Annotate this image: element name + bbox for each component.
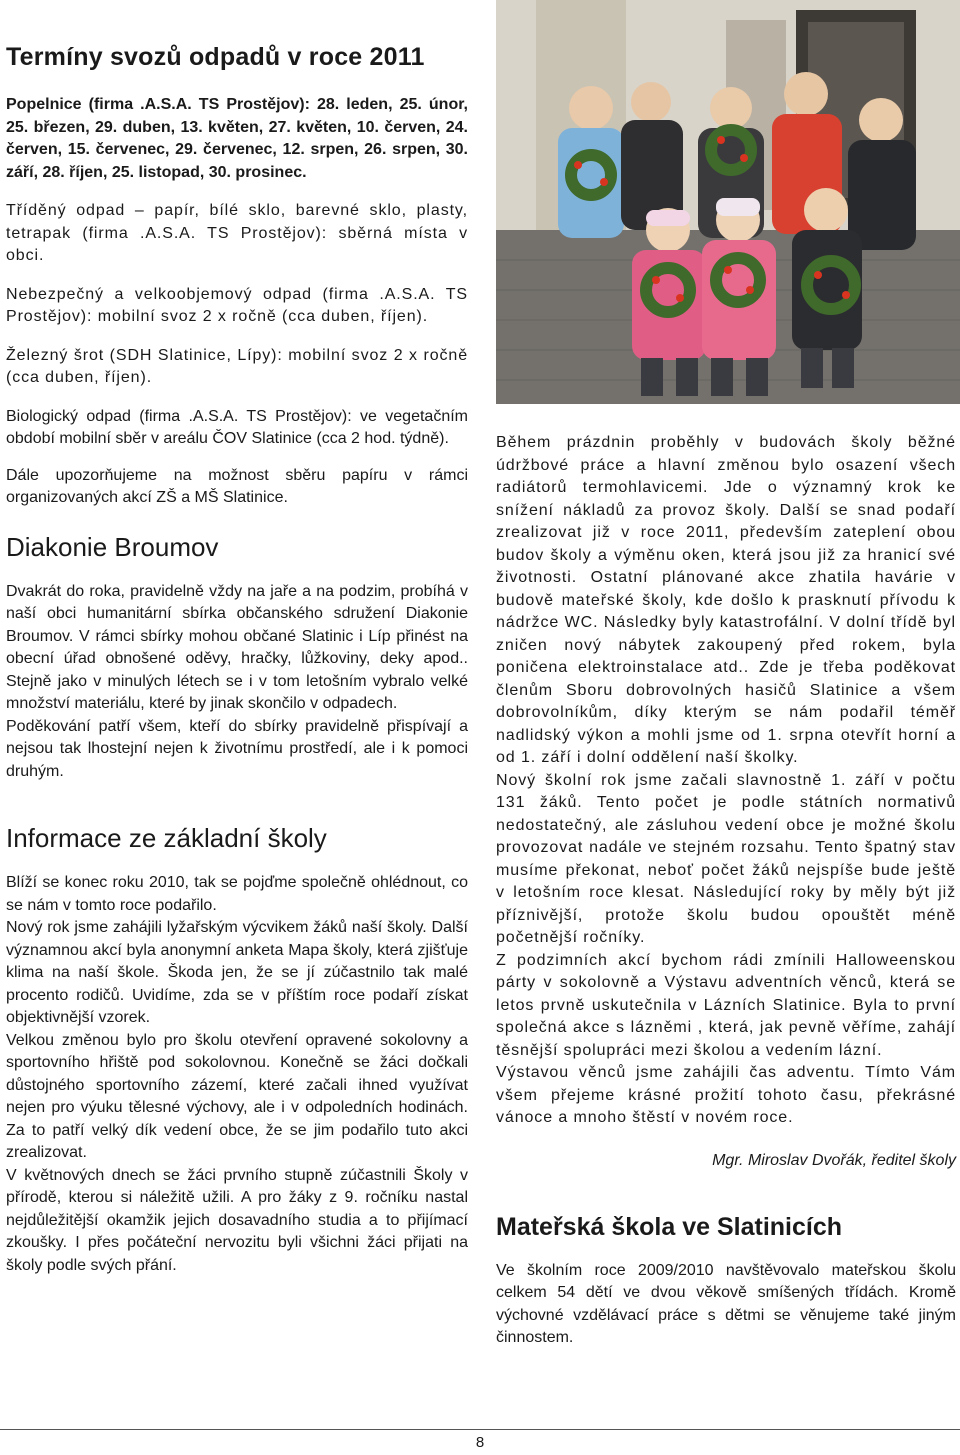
waste-bins-paragraph: Popelnice (firma .A.S.A. TS Prostějov): 28. leden, 25. únor, 25. březen, 29. duben, 13. květen, 27. květen, 10. červen, 24. červen, 15. červenec, 29. červenec, 12. srpen, 26. srpen, 30. září, 28. říjen, 25. listopad, 30. prosinec. [6, 96, 468, 181]
summer-works-paragraph: Během prázdnin proběhly v budovách školy běžné údržbové práce a hlavní změnou bylo osazení všech radiátorů termohlavicemi. Jde o významný krok ke snížení nákladů za provoz školy. Další se snad podaří zrealizovat již v roce 2011, především zateplení obou budov školy a výměnu oken, která jsou již za hranicí své životnosti. Ostatní plánované akce zhatila havárie v budově mateřské školy, kde došlo k prasknutí přívodu k nádržce WC. Následky byly katastrofální. V dolní třídě byl zničen nový nábytek zakoupený před rokem, byla poničena elektroinstalace atd.. Zde je třeba poděkovat členům Sboru dobrovolných hasičů Slatinice a všem dobrovolníkům, díky kterým se nám podařil téměř nadlidský výkon a mohli jsme od 1. srpna otevřít horní a od 1. září i dolní oddělení naší školky. [496, 434, 956, 766]
diakonie-title: Diakonie Broumov [6, 531, 219, 562]
kindergarten-title: Mateřská škola ve Slatinicích [496, 1212, 843, 1241]
school-paragraph-1: Blíží se konec roku 2010, tak se pojďme společně ohlédnout, co se nám v tomto roce podařilo. [6, 874, 468, 914]
children-wreaths-photo [496, 0, 960, 404]
bio-waste-paragraph: Biologický odpad (firma .A.S.A. TS Prostějov): ve vegetačním období mobilní sběr v areálu ČOV Slatinice (cca 2 hod. týdně). [6, 407, 468, 447]
waste-schedule-title: Termíny svozů odpadů v roce 2011 [6, 43, 425, 71]
right-column [496, 432, 956, 1350]
left-column [6, 42, 468, 1277]
footer-divider [0, 1429, 960, 1430]
diakonie-paragraph-1: Dvakrát do roka, pravidelně vždy na jaře a na podzim, probíhá v naší obci humanitární sbírka občanského sdružení Diakonie Broumov. V rámci sbírky mohou občané Slatinic i Líp přinést na obecní úřad obnošené oděvy, hračky, lůžkoviny, deky apod.. Stejně jako v minulých létech se i v tom letošním vybralo velké množství materiálu, které by jinak skončilo v odpadech. [6, 582, 468, 713]
sorted-waste-paragraph: Tříděný odpad – papír, bílé sklo, barevné sklo, plasty, tetrapak (firma .A.S.A. TS Prostějov): sběrná místa v obci. [6, 202, 468, 264]
photo-children-advent-wreaths-icon [496, 0, 960, 404]
signature: Mgr. Miroslav Dvořák, ředitel školy [712, 1151, 956, 1169]
page-number: 8 [475, 1434, 485, 1451]
kindergarten-paragraph: Ve školním roce 2009/2010 navštěvovalo mateřskou školu celkem 54 dětí ve dvou věkově smíšených třídách. Kromě výchovné vzdělávací práce s dětmi se věnujeme také jiným činnostem. [496, 1261, 956, 1346]
school-paragraph-2: Nový rok jsme zahájili lyžařským výcvikem žáků naší školy. Další významnou akcí byla anonymní anketa Mapa školy, která zjišťuje klima na naší škole. Škoda jen, že se jí zúčastnilo tak malé procento rodičů. Uvidíme, zda se v příštím roce podaří získat objektivnější vzorek. [6, 919, 468, 1027]
school-paragraph-3: Velkou změnou bylo pro školu otevření opravené sokolovny a sportovního hřiště pod sokolovnou. Konečně se žáci dočkali důstojného sportovního zázemí, které začali ihned využívat nejen pro výuku tělesné výchovy, ale i v odpoledních hodinách. Za to patří velký dík vedení obce, že se jim podařilo tuto akci zrealizovat. [6, 1031, 468, 1162]
school-info-title: Informace ze základní školy [6, 823, 327, 854]
advent-paragraph: Výstavou věnců jsme zahájili čas adventu. Tímto Vám všem přejeme krásné prožití tohoto času, překrásné vánoce a mnoho štěstí v novém roce. [496, 1064, 956, 1126]
scrap-iron-paragraph: Železný šrot (SDH Slatinice, Lípy): mobilní svoz 2 x ročně (cca duben, říjen). [6, 346, 468, 386]
school-paragraph-4: V květnových dnech se žáci prvního stupně zúčastnili Školy v přírodě, kterou si náležitě užili. A pro žáky z 9. ročníku nastal nejdůležitější okamžik jejich dosavadního studia a to přijímací zkoušky. I přes počáteční nervozitu byli všichni žáci přijati na školy podle svých přání. [6, 1166, 468, 1274]
hazardous-waste-paragraph: Nebezpečný a velkoobjemový odpad (firma .A.S.A. TS Prostějov): mobilní svoz 2 x ročně (cca duben, říjen). [6, 285, 468, 325]
school-year-paragraph: Nový školní rok jsme začali slavnostně 1. září v počtu 131 žáků. Tento počet je podle státních normativů nedostatečný, ale zásluhou vedení obce je možné školu provozovat nadále ve stejném rozsahu. Tento špatný stav musíme překonat, neboť počet žáků nejspíše bude ještě v letošním roce klesat. Následující roky by měly být již příznivější, protože školu budou opouštět méně početnější ročníky. [496, 771, 956, 946]
autumn-events-paragraph: Z podzimních akcí bychom rádi zmínili Halloweenskou párty v sokolovně a Výstavu adventních věnců, která se letos prvně uskutečnila v Lázních Slatinice. Byla to první společná akce s lázněmi , která, jak pevně věříme, zahájí těsnější spolupráci mezi školou a vedením lázní. [496, 951, 956, 1059]
diakonie-paragraph-2: Poděkování patří všem, kteří do sbírky pravidelně přispívají a nejsou tak lhostejní nejen k životnímu prostředí, ale i k pomoci druhým. [6, 717, 468, 780]
paper-collection-paragraph: Dále upozorňujeme na možnost sběru papíru v rámci organizovaných akcí ZŠ a MŠ Slatinice. [6, 466, 468, 506]
